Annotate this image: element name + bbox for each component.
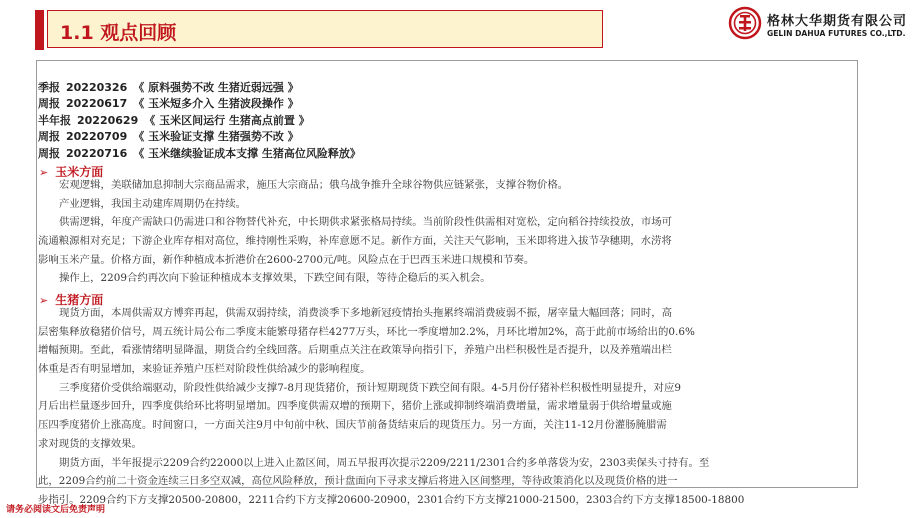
arrow-bullet-icon: ➢ xyxy=(39,294,49,307)
company-logo-icon xyxy=(728,6,762,40)
text-line: 步指引。2209合约下方支撑20500-20800，2211合约下方支撑20600-20900，2301合约下方支撑21000-21500，2303合约下方支撑18500-18800 xyxy=(38,493,745,506)
text-line: 影响玉米产量。价格方面，新作种植成本折港价在2600-2700元/吨。风险点在于巴西玉米进口规模和节奏。 xyxy=(38,253,535,266)
arrow-bullet-icon: ➢ xyxy=(39,166,49,179)
hog-section-heading: ➢ 生猪方面 xyxy=(39,293,104,307)
text-line: 增幅预期。至此，看涨情绪明显降温，期货合约全线回落。后期重点关注在政策导向指引下，养殖户出栏积极性是否提升，以及养殖端出栏 xyxy=(38,344,672,357)
text-line: 期货方面，半年报提示2209合约22000以上进入止盈区间，周五早报再次提示2209/2211/2301合约多单落袋为安，2303卖保头寸持有。至 xyxy=(59,456,710,469)
disclaimer-note: 请务必阅读文后免责声明 xyxy=(6,505,106,515)
report-item: 周报 20220716 《 玉米继续验证成本支撑 生猪高位风险释放》 xyxy=(38,146,361,160)
company-name-en: GELIN DAHUA FUTURES CO.,LTD. xyxy=(767,29,906,38)
text-line: 体重是否有明显增加，来验证养殖户压栏对阶段性供给减少的影响程度。 xyxy=(38,363,371,376)
text-line: 此，2209合约前二十资金连续三日多空双减，高位风险释放，预计盘面向下寻求支撑后将进入区间整理，等待政策消化以及现货价格的进一 xyxy=(38,475,678,488)
title-accent-bar xyxy=(35,10,44,50)
text-line: 现货方面，本周供需双方博弈再起，供需双弱持续，消费淡季下多地新冠疫情抬头拖累终端消费疲弱不振，屠宰量大幅回落；同时，高 xyxy=(59,307,673,319)
content-panel xyxy=(36,60,858,506)
text-line: 产业逻辑，我国主动建库周期仍在持续。 xyxy=(59,197,247,210)
text-line: 操作上，2209合约再次向下验证种植成本支撑效果，下跌空间有限，等待企稳后的买入机会。 xyxy=(59,272,491,285)
report-item: 周报 20220709 《 玉米验证支撑 生猪强势不改 》 xyxy=(38,130,299,144)
hog-paragraphs xyxy=(38,304,856,510)
report-item: 季报 20220326 《 原料强势不改 生猪近弱远强 》 xyxy=(38,81,299,94)
company-name-cn: 格林大华期货有限公司 xyxy=(767,14,908,29)
text-line: 层密集释放稳猪价信号，周五统计局公布二季度末能繁母猪存栏4277万头，环比一季度增加2.2%，月环比增加2%，高于此前市场给出的0.6% xyxy=(38,325,695,338)
section-title: 1.1 观点回顾 xyxy=(60,22,177,44)
text-line: 流通粮源相对充足；下游企业库存相对高位，维持刚性采购，补库意愿不足。新作方面，关注天气影响，玉米即将进入拔节孕穗期，水涝将 xyxy=(38,235,672,248)
corn-section-heading: ➢ 玉米方面 xyxy=(39,165,104,179)
text-line: 三季度猪价受供给端驱动，阶段性供给减少支撑7-8月现货猪价，预计短期现货下跌空间有限。4-5月份仔猪补栏积极性明显提升，对应9 xyxy=(59,381,681,394)
text-line: 供需逻辑，年度产需缺口仍需进口和谷物替代补充，中长期供求紧张格局持续。当前阶段性供需相对宽松，定向稻谷持续投放，市场可 xyxy=(59,216,673,229)
text-line: 压四季度猪价上涨高度。时间窗口，一方面关注9月中旬前中秋、国庆节前备货结束后的现货压力。另一方面，关注11-12月份灌肠腌腊需 xyxy=(38,419,667,432)
text-line: 月后出栏量逐步回升，四季度供给环比将明显增加。四季度供需双增的预期下，猪价上涨或抑制终端消费增量，需求增量弱于供给增量或施 xyxy=(38,400,672,413)
section-title-box xyxy=(47,10,603,48)
text-line: 宏观逻辑，美联储加息抑制大宗商品需求，施压大宗商品；俄乌战争推升全球谷物供应链紧张，支撑谷物价格。 xyxy=(59,179,569,191)
report-list xyxy=(38,80,856,162)
report-item: 半年报 20220629 《 玉米区间运行 生猪高点前置 》 xyxy=(38,113,310,127)
report-item: 周报 20220617 《 玉米短多介入 生猪波段操作 》 xyxy=(38,97,299,111)
corn-paragraphs xyxy=(38,176,856,288)
text-line: 求对现货的支撑效果。 xyxy=(38,437,142,450)
